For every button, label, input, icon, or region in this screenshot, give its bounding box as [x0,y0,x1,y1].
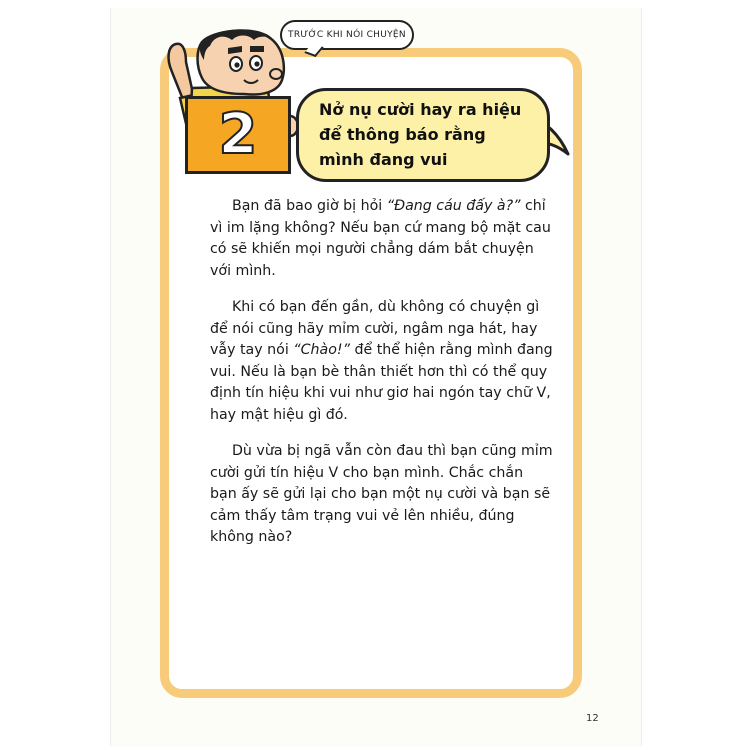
section-number-box [185,96,291,174]
section-title-line-2: để thông báo rằng [319,125,486,144]
section-number: 2 [218,102,258,167]
paragraph-2: Khi có bạn đến gần, dù không có chuyện gì để nói cũng hãy mỉm cười, ngâm nga hát, hay vẫy tay nói “Chào!” để thể hiện rằng mình đang vui. Nếu là bạn bè thân thiết hơn thì có thể quy định tín hiệu khi vui như giơ hai ngón tay chữ V, hay mật hiệu gì đó. [210,299,553,423]
body-text [210,196,554,564]
paragraph-3: Dù vừa bị ngã vẫn còn đau thì bạn cũng mỉm cười gửi tín hiệu V cho bạn mình. Chắc chắn bạn ấy sẽ gửi lại cho bạn một nụ cười và bạn sẽ cảm thấy tâm trạng vui vẻ lên nhiều, đúng không nào? [210,443,553,545]
section-title-line-3: mình đang vui [319,150,448,169]
page-number: 12 [586,713,599,724]
quote-text: “Chào!” [293,342,350,358]
section-title-bubble [296,88,550,182]
paragraph-1: Bạn đã bao giờ bị hỏi “Đang cáu đấy à?” chỉ vì im lặng không? Nếu bạn cứ mang bộ mặt cau có sẽ khiến mọi người chẳng dám bắt chuyện với mình. [210,198,551,279]
section-header-tab: TRƯỚC KHI NÓI CHUYỆN [280,20,414,50]
section-title-line-1: Nở nụ cười hay ra hiệu [319,100,522,119]
quote-text: “Đang cáu đấy à?” [386,198,521,214]
